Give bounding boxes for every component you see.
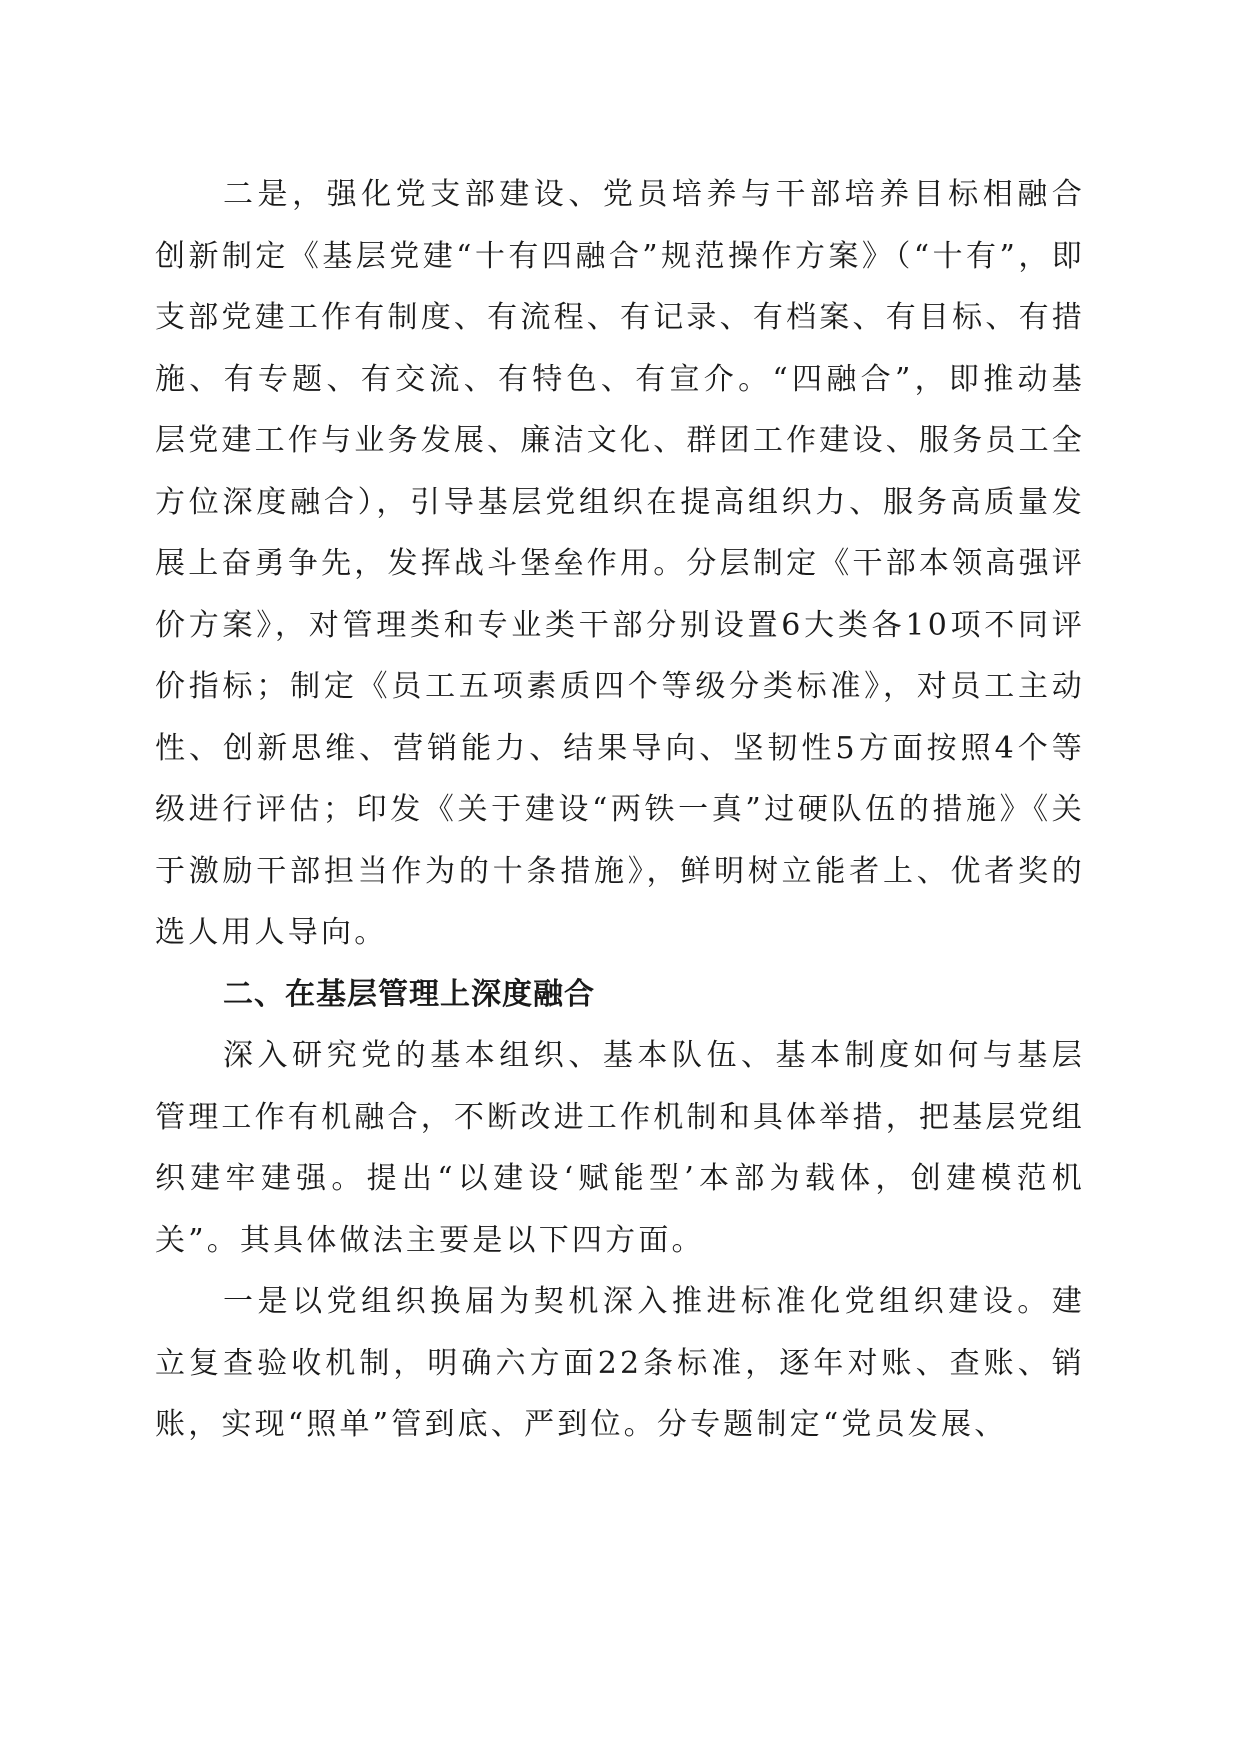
paragraph-party-branch-building: 二是，强化党支部建设、党员培养与干部培养目标相融合创新制定《基层党建“十有四融合”规范操作方案》（“十有”，即支部党建工作有制度、有流程、有记录、有档案、有目标、有措施、有专题、有交流、有特色、有宣介。“四融合”，即推动基层党建工作与业务发展、廉洁文化、群团工作建设、服务员工全方位深度融合），引导基层党组织在提高组织力、服务高质量发展上奋勇争先，发挥战斗堡垒作用。分层制定《干部本领高强评价方案》，对管理类和专业类干部分别设置6大类各10项不同评价指标；制定《员工五项素质四个等级分类标准》，对员工主动性、创新思维、营销能力、结果导向、坚韧性5方面按照4个等级进行评估；印发《关于建设“两铁一真”过硬队伍的措施》《关于激励干部担当作为的十条措施》，鲜明树立能者上、优者奖的选人用人导向。 <box>155 177 1085 950</box>
document-body <box>155 164 1085 1456</box>
section-heading-grassroots-management: 二、在基层管理上深度融合 <box>223 976 595 1012</box>
paragraph-grassroots-integration: 深入研究党的基本组织、基本队伍、基本制度如何与基层管理工作有机融合，不断改进工作机制和具体举措，把基层党组织建牢建强。提出“以建设‘赋能型’本部为载体，创建模范机关”。其具体做法主要是以下四方面。 <box>155 1038 1085 1258</box>
paragraph-standardized-organization: 一是以党组织换届为契机深入推进标准化党组织建设。建立复查验收机制，明确六方面22条标准，逐年对账、查账、销账，实现“照单”管到底、严到位。分专题制定“党员发展、 <box>155 1284 1085 1442</box>
